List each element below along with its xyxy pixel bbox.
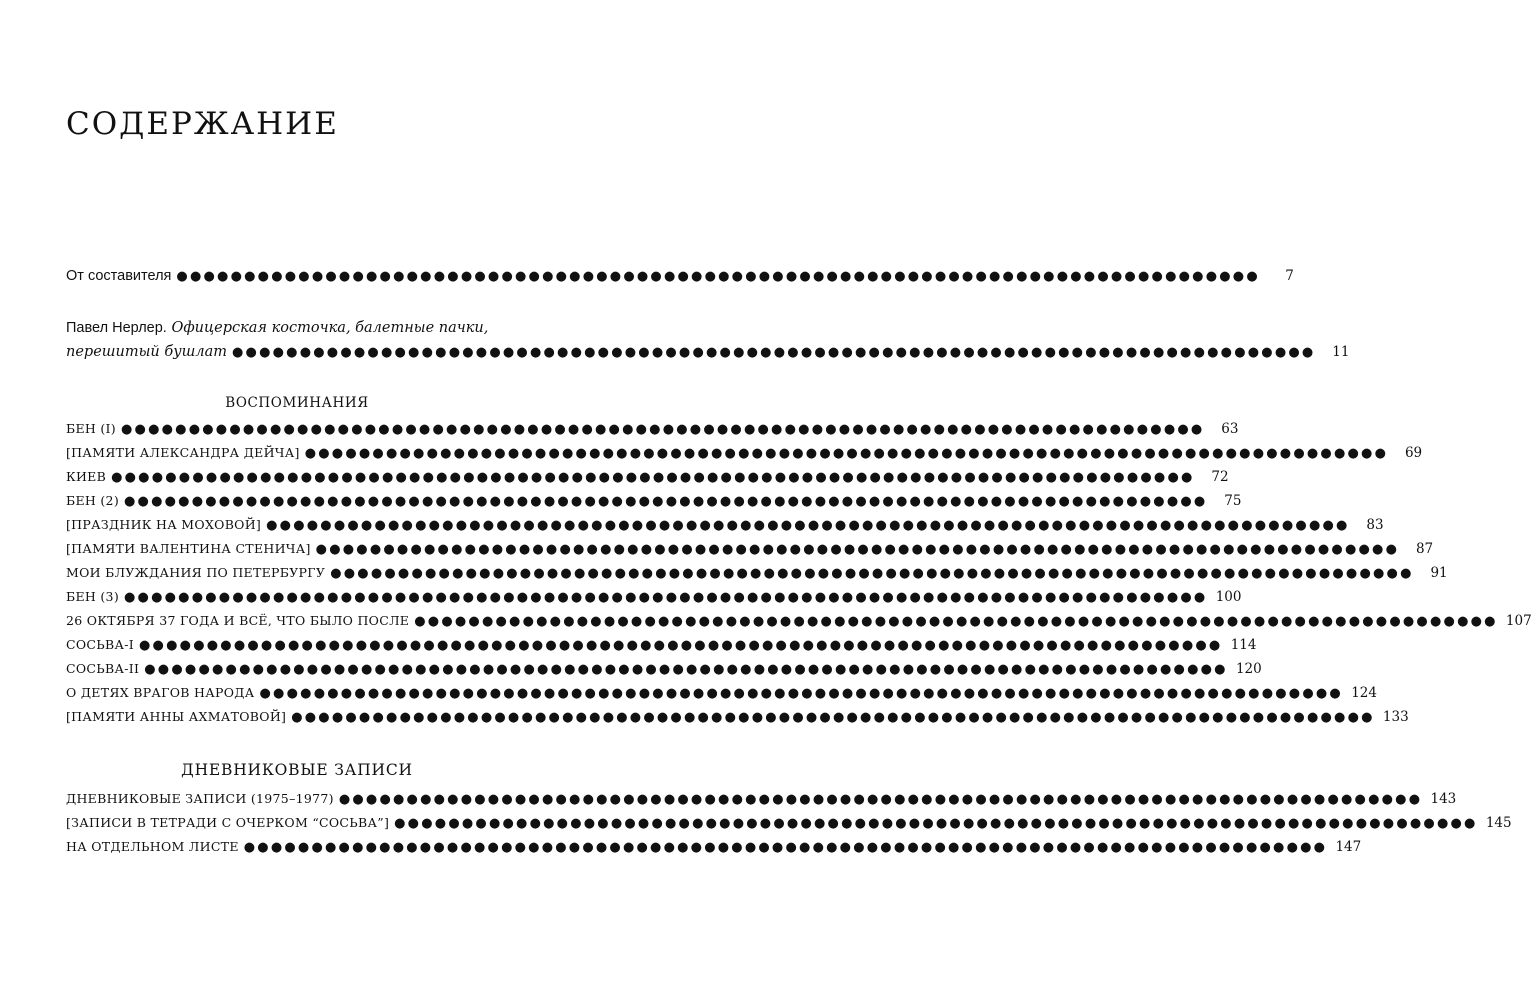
dot-leader: ●●●●●●●●●●●●●●●●●●●●●●●●●●●●●●●●●●●●●●●●●●●●●●●●●●●●●●●●●●●●●●●●●●●●●●●●●●●●●●●● xyxy=(139,638,1223,653)
toc-entry-nerler-line1[interactable] xyxy=(66,318,528,338)
toc-entry-page: 69 xyxy=(1404,445,1423,461)
toc-entry-title: МОИ БЛУЖДАНИЯ ПО ПЕТЕРБУРГУ xyxy=(66,565,326,580)
toc-entry[interactable] xyxy=(66,491,1242,512)
dot-leader: ●●●●●●●●●●●●●●●●●●●●●●●●●●●●●●●●●●●●●●●●●●●●●●●●●●●●●●●●●●●●●●●●●●●●●●●●●●●●●●●● xyxy=(259,686,1343,701)
toc-entry-page: 63 xyxy=(1221,421,1239,437)
toc-entry-author: Павел Нерлер. xyxy=(66,320,167,336)
toc-entry-title: СОСЬВА-I xyxy=(66,637,135,652)
toc-entry-page: 114 xyxy=(1230,637,1257,653)
dot-leader: ●●●●●●●●●●●●●●●●●●●●●●●●●●●●●●●●●●●●●●●●●●●●●●●●●●●●●●●●●●●●●●●●●●●●●●●●●●●●●●●● xyxy=(266,518,1350,533)
toc-entry-title: КИЕВ xyxy=(66,469,107,484)
toc-entry[interactable] xyxy=(66,611,1532,632)
toc-entry-page: 91 xyxy=(1430,565,1448,581)
toc-entry-title: БЕН (2) xyxy=(66,493,119,508)
toc-entry[interactable] xyxy=(66,683,1377,704)
page-title: СОДЕРЖАНИЕ xyxy=(66,106,339,142)
dot-leader: ●●●●●●●●●●●●●●●●●●●●●●●●●●●●●●●●●●●●●●●●●●●●●●●●●●●●●●●●●●●●●●●●●●●●●●●●●●●●●●●● xyxy=(330,566,1414,581)
dot-leader: ●●●●●●●●●●●●●●●●●●●●●●●●●●●●●●●●●●●●●●●●●●●●●●●●●●●●●●●●●●●●●●●●●●●●●●●●●●●●●●●● xyxy=(124,494,1208,509)
toc-entry-front[interactable] xyxy=(66,266,1294,287)
dot-leader: ●●●●●●●●●●●●●●●●●●●●●●●●●●●●●●●●●●●●●●●●●●●●●●●●●●●●●●●●●●●●●●●●●●●●●●●●●●●●●●●● xyxy=(232,345,1316,360)
toc-entry-title: [ПАМЯТИ АННЫ АХМАТОВОЙ] xyxy=(66,709,287,724)
toc-entry[interactable] xyxy=(66,635,1257,656)
toc-entry-page: 83 xyxy=(1366,517,1384,533)
toc-entry-nerler-line2[interactable] xyxy=(66,342,1350,363)
toc-entry-page: 124 xyxy=(1351,685,1377,701)
dot-leader: ●●●●●●●●●●●●●●●●●●●●●●●●●●●●●●●●●●●●●●●●●●●●●●●●●●●●●●●●●●●●●●●●●●●●●●●●●●●●●●●● xyxy=(120,422,1205,437)
dot-leader: ●●●●●●●●●●●●●●●●●●●●●●●●●●●●●●●●●●●●●●●●●●●●●●●●●●●●●●●●●●●●●●●●●●●●●●●●●●●●●●●● xyxy=(144,662,1228,677)
toc-entry-page: 87 xyxy=(1415,541,1434,557)
toc-entry[interactable] xyxy=(66,443,1423,464)
toc-entry-title-cont: перешитый бушлат xyxy=(66,344,227,360)
dot-leader: ●●●●●●●●●●●●●●●●●●●●●●●●●●●●●●●●●●●●●●●●●●●●●●●●●●●●●●●●●●●●●●●●●●●●●●●●●●●●●●●● xyxy=(124,590,1208,605)
dot-leader: ●●●●●●●●●●●●●●●●●●●●●●●●●●●●●●●●●●●●●●●●●●●●●●●●●●●●●●●●●●●●●●●●●●●●●●●●●●●●●●●● xyxy=(304,446,1389,461)
dot-leader: ●●●●●●●●●●●●●●●●●●●●●●●●●●●●●●●●●●●●●●●●●●●●●●●●●●●●●●●●●●●●●●●●●●●●●●●●●●●●●●●● xyxy=(414,614,1498,629)
toc-entry-title: БЕН (3) xyxy=(66,589,119,604)
toc-entry[interactable] xyxy=(66,539,1434,560)
toc-entry-page: 11 xyxy=(1332,344,1350,360)
toc-entry-title: [ПАМЯТИ ВАЛЕНТИНА СТЕНИЧА] xyxy=(66,541,311,556)
toc-entry-page: 7 xyxy=(1285,268,1294,284)
section-heading-memoirs: ВОСПОМИНАНИЯ xyxy=(225,395,369,411)
toc-entry-title: От составителя xyxy=(66,268,172,284)
toc-entry[interactable] xyxy=(66,659,1262,680)
toc-entry-title: ДНЕВНИКОВЫЕ ЗАПИСИ (1975–1977) xyxy=(66,791,334,806)
toc-entry-page: 72 xyxy=(1211,469,1229,485)
dot-leader: ●●●●●●●●●●●●●●●●●●●●●●●●●●●●●●●●●●●●●●●●●●●●●●●●●●●●●●●●●●●●●●●●●●●●●●●●●●●●●●●● xyxy=(338,792,1423,807)
toc-entry-page: 75 xyxy=(1224,493,1242,509)
dot-leader: ●●●●●●●●●●●●●●●●●●●●●●●●●●●●●●●●●●●●●●●●●●●●●●●●●●●●●●●●●●●●●●●●●●●●●●●●●●●●●●●● xyxy=(315,542,1400,557)
dot-leader: ●●●●●●●●●●●●●●●●●●●●●●●●●●●●●●●●●●●●●●●●●●●●●●●●●●●●●●●●●●●●●●●●●●●●●●●●●●●●●●●● xyxy=(291,710,1375,725)
toc-entry[interactable] xyxy=(66,837,1362,858)
toc-entry-page: 133 xyxy=(1382,709,1409,725)
dot-leader: ●●●●●●●●●●●●●●●●●●●●●●●●●●●●●●●●●●●●●●●●●●●●●●●●●●●●●●●●●●●●●●●●●●●●●●●●●●●●●●●● xyxy=(243,840,1328,855)
toc-entry-title: СОСЬВА-II xyxy=(66,661,140,676)
toc-entry-page: 147 xyxy=(1335,839,1362,855)
dot-leader: ●●●●●●●●●●●●●●●●●●●●●●●●●●●●●●●●●●●●●●●●●●●●●●●●●●●●●●●●●●●●●●●●●●●●●●●●●●●●●●●● xyxy=(176,269,1260,284)
dot-leader: ●●●●●●●●●●●●●●●●●●●●●●●●●●●●●●●●●●●●●●●●●●●●●●●●●●●●●●●●●●●●●●●●●●●●●●●●●●●●●●●● xyxy=(394,816,1478,831)
toc-entry[interactable] xyxy=(66,587,1242,608)
toc-entry[interactable] xyxy=(66,563,1448,584)
toc-entry-page: 145 xyxy=(1485,815,1512,831)
dot-leader: ●●●●●●●●●●●●●●●●●●●●●●●●●●●●●●●●●●●●●●●●●●●●●●●●●●●●●●●●●●●●●●●●●●●●●●●●●●●●●●●● xyxy=(111,470,1195,485)
toc-entry-page: 120 xyxy=(1235,661,1262,677)
toc-entry-title: [ПАМЯТИ АЛЕКСАНДРА ДЕЙЧА] xyxy=(66,445,300,460)
toc-entry[interactable] xyxy=(66,419,1239,440)
toc-entry-title: 26 ОКТЯБРЯ 37 ГОДА И ВСЁ, ЧТО БЫЛО ПОСЛЕ xyxy=(66,613,410,628)
toc-entry[interactable] xyxy=(66,467,1229,488)
toc-entry-page: 100 xyxy=(1215,589,1242,605)
toc-entry-page: 107 xyxy=(1505,613,1532,629)
toc-entry[interactable] xyxy=(66,813,1512,834)
toc-entry-title: Офицерская косточка, балетные пачки, xyxy=(171,320,489,336)
toc-entry[interactable] xyxy=(66,707,1409,728)
toc-entry-title: [ЗАПИСИ В ТЕТРАДИ С ОЧЕРКОМ “СОСЬВА”] xyxy=(66,815,390,830)
toc-entry-title: [ПРАЗДНИК НА МОХОВОЙ] xyxy=(66,517,262,532)
section-heading-diaries: ДНЕВНИКОВЫЕ ЗАПИСИ xyxy=(181,761,413,779)
toc-entry[interactable] xyxy=(66,515,1384,536)
toc-entry[interactable] xyxy=(66,789,1457,810)
toc-entry-title: О ДЕТЯХ ВРАГОВ НАРОДА xyxy=(66,685,255,700)
toc-entry-title: БЕН (I) xyxy=(66,421,116,436)
toc-entry-page: 143 xyxy=(1430,791,1457,807)
toc-entry-title: НА ОТДЕЛЬНОМ ЛИСТЕ xyxy=(66,839,239,854)
